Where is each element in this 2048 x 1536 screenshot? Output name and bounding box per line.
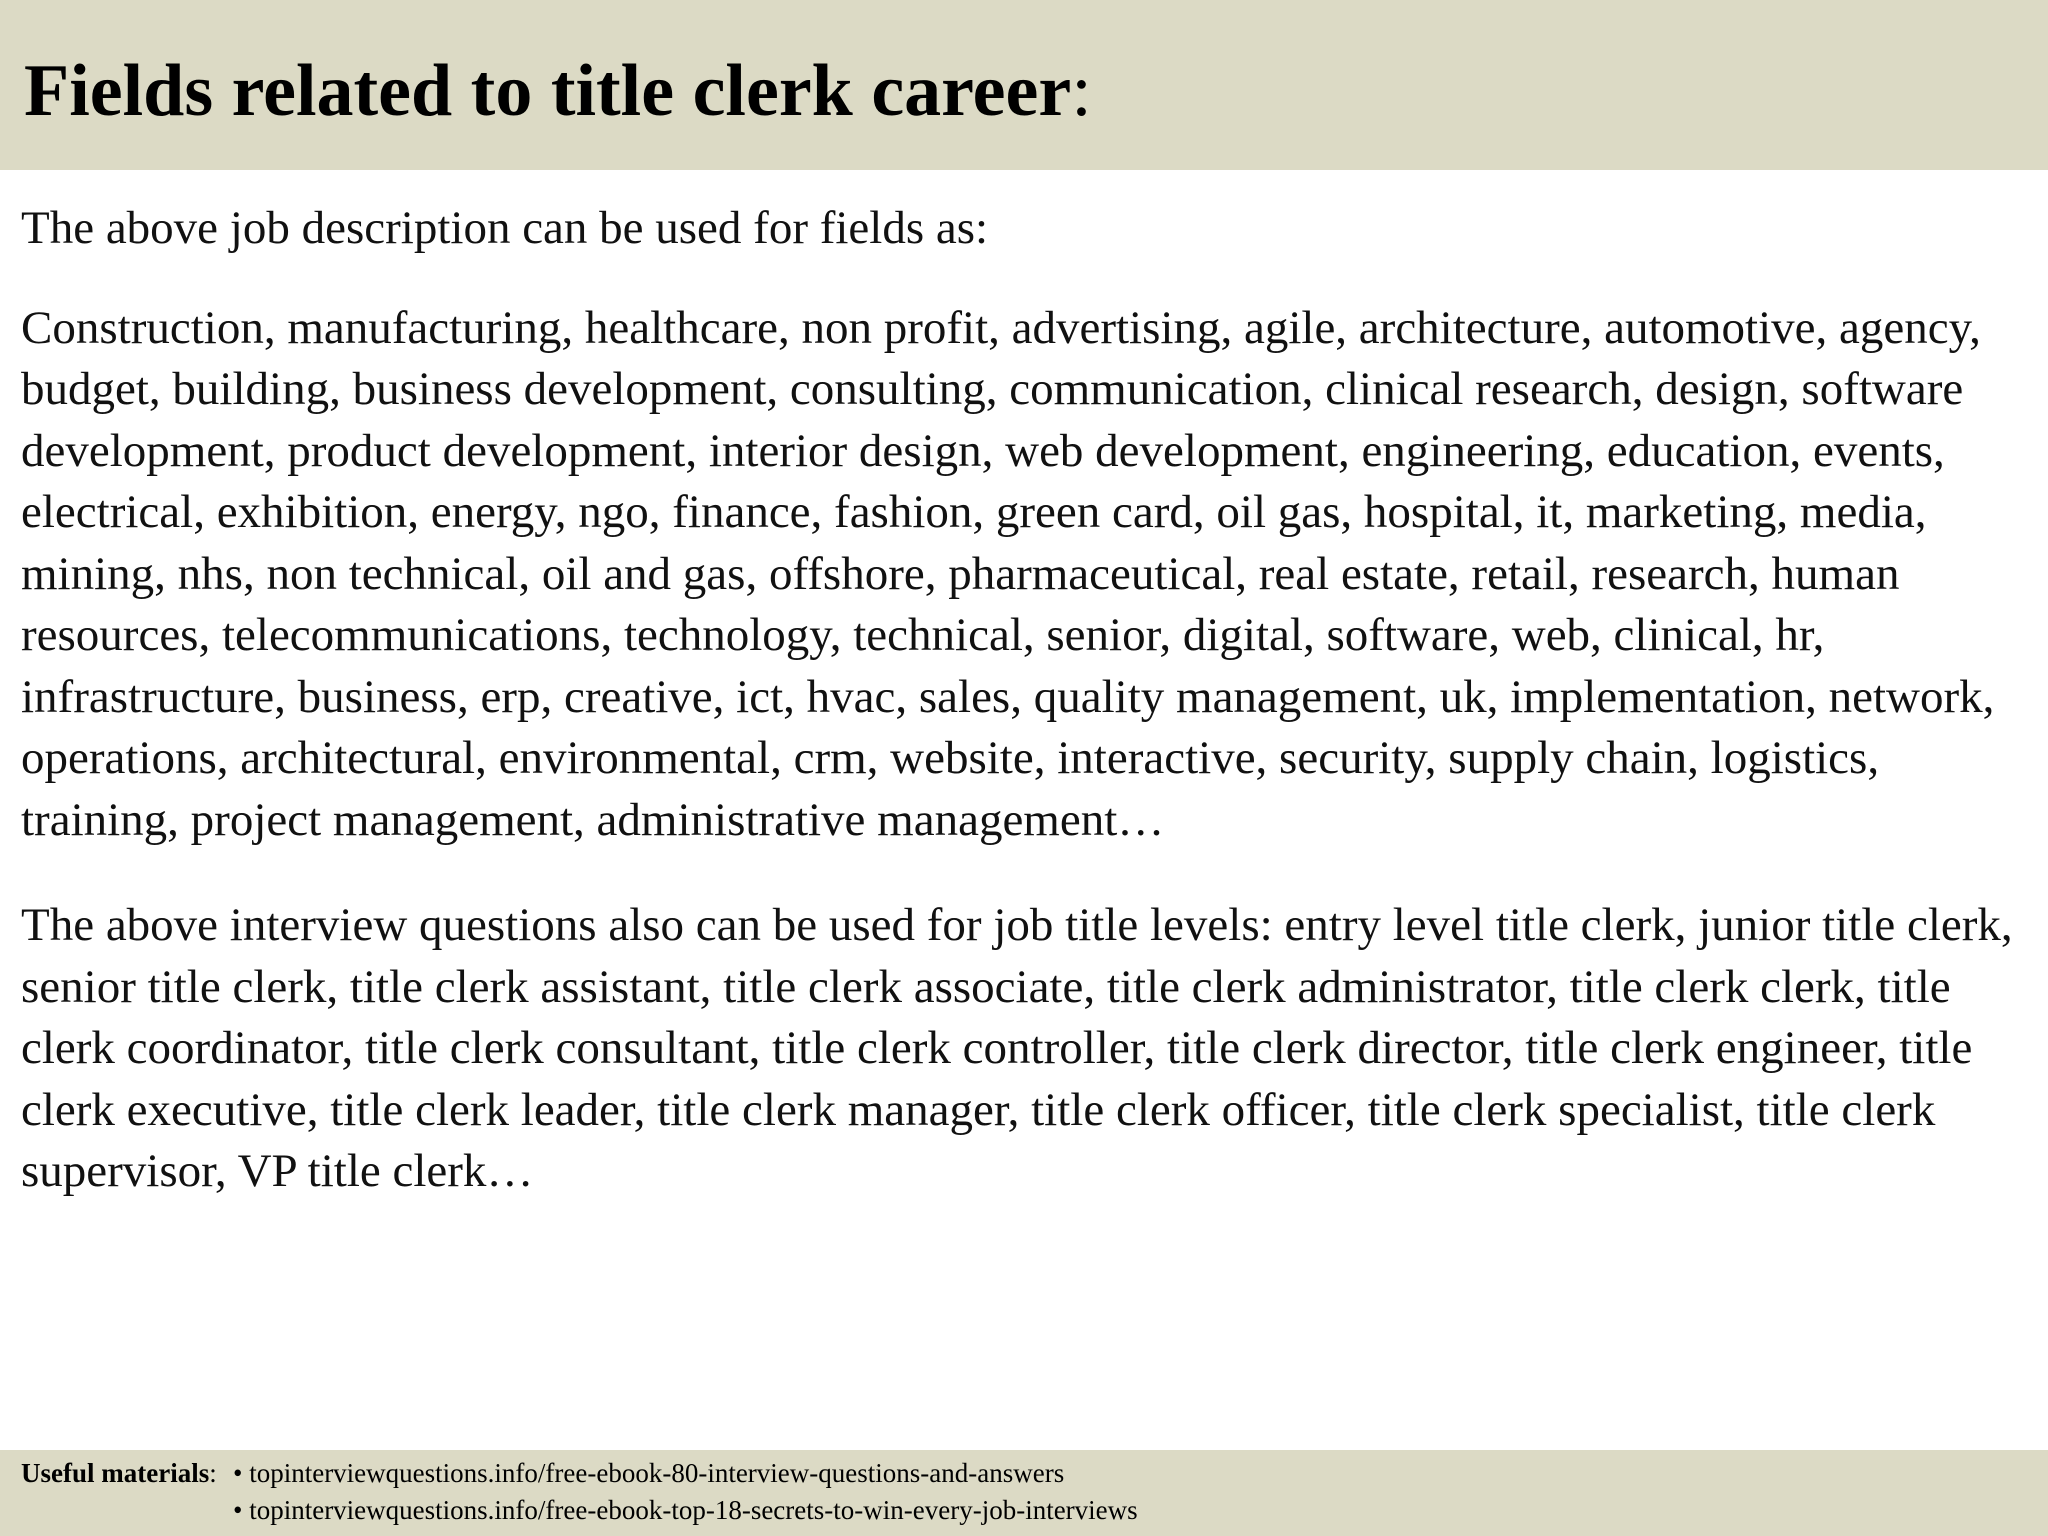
job-levels-text: The above interview questions also can be used for job title levels: entry level title clerk, junior title clerk, senior title clerk, title clerk assistant, title clerk associate, title clerk administrator, title clerk clerk, title clerk coordinator, title clerk consultant, title clerk controller, title clerk director, title clerk engineer, title clerk executive, title clerk leader, title clerk manager, title clerk officer, title clerk specialist, title clerk supervisor, VP title clerk…	[21, 899, 2013, 1197]
slide-title-colon: :	[1071, 50, 1092, 132]
footer-label-colon: :	[209, 1458, 217, 1488]
slide-title-text: Fields related to title clerk career	[24, 50, 1072, 132]
intro-text: The above job description can be used for fields as:	[21, 202, 989, 254]
footer-link-18-secrets[interactable]: • topinterviewquestions.info/free-ebook-top-18-secrets-to-win-every-job-interviews	[233, 1492, 1138, 1529]
slide-title	[24, 44, 1092, 138]
footer-label-text: Useful materials	[21, 1458, 210, 1488]
fields-list-text: Construction, manufacturing, healthcare, non profit, advertising, agile, architecture, automotive, agency, budget, building, business development, consulting, communication, clinical research, design, software development, product development, interior design, web development, engineering, education, events, electrical, exhibition, energy, ngo, finance, fashion, green card, oil gas, hospital, it, marketing, media, mining, nhs, non technical, oil and gas, offshore, pharmaceutical, real estate, retail, research, human resources, telecommunications, technology, technical, senior, digital, software, web, clinical, hr, infrastructure, business, erp, creative, ict, hvac, sales, quality management, uk, implementation, network, operations, architectural, environmental, crm, website, interactive, security, supply chain, logistics, training, project management, administrative management…	[21, 301, 1995, 846]
footer-links	[233, 1455, 1138, 1528]
slide-body	[21, 198, 2031, 1203]
footer-link-80-questions[interactable]: • topinterviewquestions.info/free-ebook-80-interview-questions-and-answers	[233, 1455, 1138, 1492]
footer-label	[21, 1455, 217, 1491]
